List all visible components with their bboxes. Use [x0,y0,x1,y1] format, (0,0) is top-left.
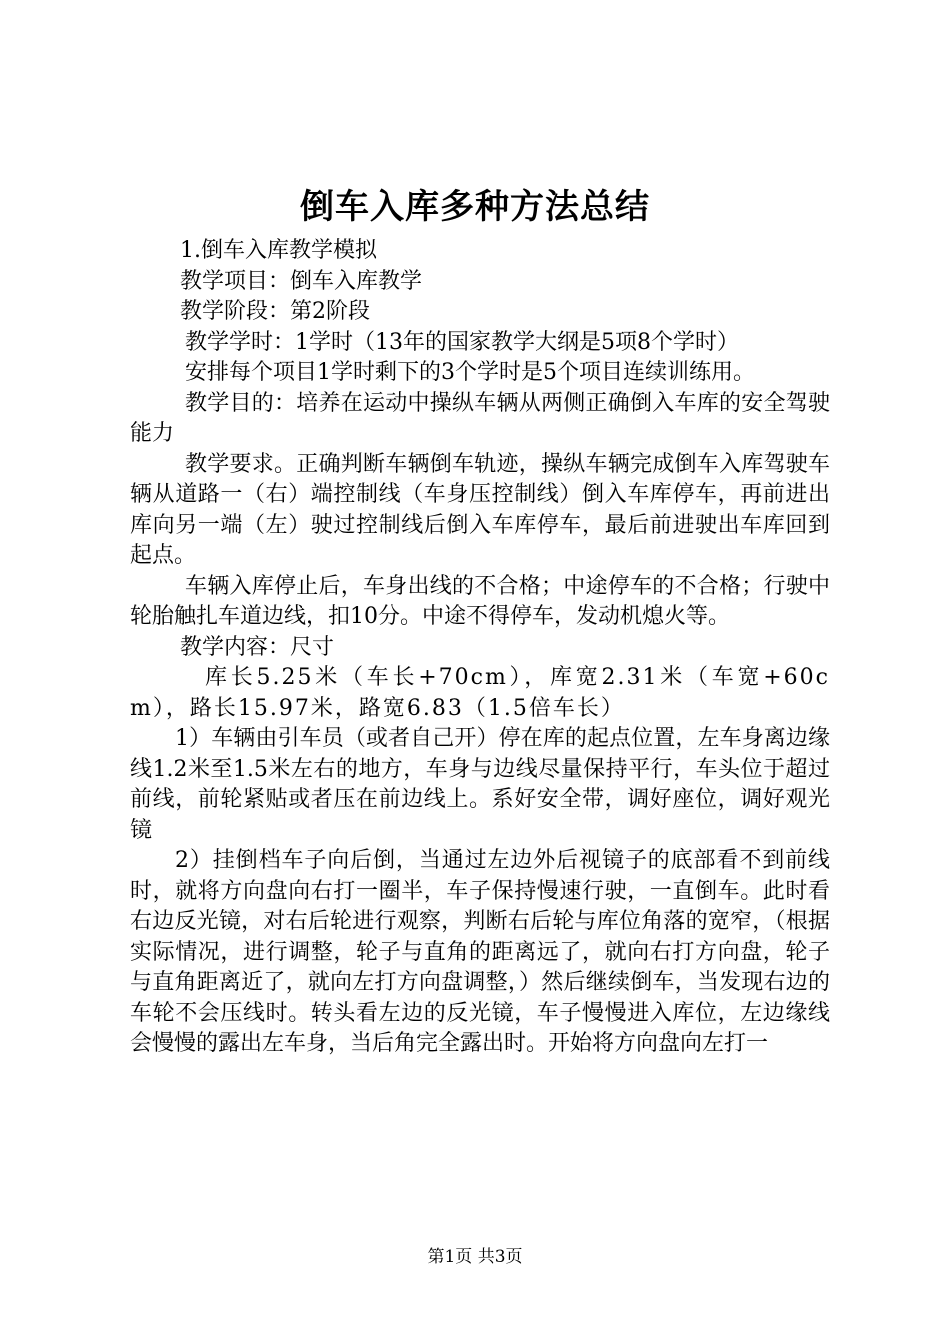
paragraph-section-heading: 1.倒车入库教学模拟 [180,238,377,263]
paragraph-teaching-stage: 教学阶段：第2阶段 [180,299,370,324]
document-title: 倒车入库多种方法总结 [300,187,650,227]
paragraph-schedule: 安排每个项目1学时剩下的3个学时是5个项目连续训练用。 [185,360,755,385]
paragraph-step-1: 1）车辆由引车员（或者自己开）停在库的起点位置，左车身离边缘线1.2米至1.5米左右的地方，车身与边线尽量保持平行，车头位于超过前线，前轮紧贴或者压在前边线上。系好安全带，调好座位，调好观光镜 [130,726,830,843]
paragraph-teaching-hours: 教学学时：1学时（13年的国家教学大纲是5项8个学时） [185,329,739,355]
paragraph-teaching-goal: 教学目的：培养在运动中操纵车辆从两侧正确倒入车库的安全驾驶能力 [130,390,830,446]
paragraph-dimensions: 库长5.25米（车长+70cm），库宽2.31米（车宽+60cm），路长15.97米，路宽6.83（1.5倍车长） [130,665,830,721]
paragraph-teaching-requirements: 教学要求。正确判断车辆倒车轨迹，操纵车辆完成倒车入库驾驶车辆从道路一（右）端控制线（车身压控制线）倒入车库停车，再前进出库向另一端（左）驶过控制线后倒入车库停车，最后前进驶出车库回到起点。 [130,451,830,568]
paragraph-step-2: 2）挂倒档车子向后倒，当通过左边外后视镜子的底部看不到前线时，就将方向盘向右打一圈半，车子保持慢速行驶，一直倒车。此时看右边反光镜，对右后轮进行观察，判断右后轮与库位角落的宽窄，（根据实际情况，进行调整，轮子与直角的距离远了，就向右打方向盘，轮子与直角距离近了，就向左打方向盘调整，）然后继续倒车，当发现右边的车轮不会压线时。转头看左边的反光镜，车子慢慢进入库位，左边缘线会慢慢的露出左车身，当后角完全露出时。开始将方向盘向左打一 [130,848,830,1056]
document-body [130,236,830,1060]
page-footer: 第1页 共3页 [427,1247,523,1267]
paragraph-teaching-item: 教学项目：倒车入库教学 [180,268,423,294]
paragraph-teaching-content: 教学内容：尺寸 [180,634,335,660]
paragraph-scoring-rules: 车辆入库停止后，车身出线的不合格；中途停车的不合格；行驶中轮胎触扎车道边线，扣10分。中途不得停车，发动机熄火等。 [130,573,830,629]
